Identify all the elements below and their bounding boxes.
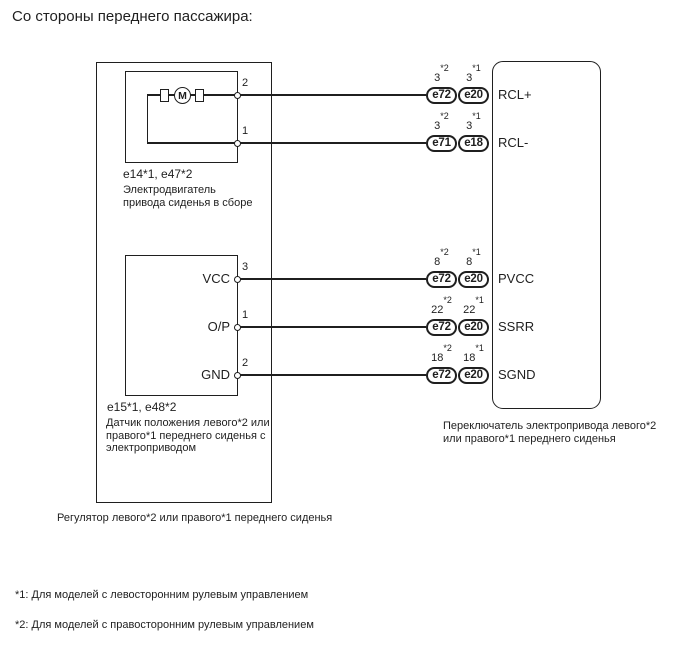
pin-number: 8 bbox=[434, 256, 441, 268]
model-note: *2 bbox=[443, 343, 452, 353]
pin-terminal bbox=[234, 324, 241, 331]
switch-box bbox=[492, 61, 601, 409]
motor-pin-number-top: 2 bbox=[242, 77, 249, 89]
pin-number: 22 bbox=[463, 304, 476, 316]
model-note: *2 bbox=[443, 295, 452, 305]
sensor-pin-number-gnd: 2 bbox=[242, 357, 249, 369]
pin-number: 3 bbox=[466, 72, 473, 84]
model-note: *2 bbox=[440, 63, 449, 73]
motor-unit-box bbox=[125, 71, 238, 163]
motor-brush-right-icon bbox=[195, 89, 204, 102]
connector-pin-callout bbox=[458, 110, 489, 133]
model-note: *1 bbox=[472, 111, 481, 121]
pin-number: 8 bbox=[466, 256, 473, 268]
pin-number: 3 bbox=[466, 120, 473, 132]
connector-pin-callout bbox=[458, 246, 489, 269]
sensor-pin-number-vcc: 3 bbox=[242, 261, 249, 273]
connector-pin-callout bbox=[426, 342, 457, 365]
model-note: *2 bbox=[440, 247, 449, 257]
pin-terminal bbox=[234, 92, 241, 99]
sensor-pin-number-op: 1 bbox=[242, 309, 249, 321]
pin-number: 3 bbox=[434, 120, 441, 132]
pin-terminal bbox=[234, 276, 241, 283]
pin-number: 18 bbox=[431, 352, 444, 364]
connector-oval: e20 bbox=[458, 319, 489, 336]
model-note: *1 bbox=[472, 63, 481, 73]
pin-terminal bbox=[234, 372, 241, 379]
signal-label-ssrr: SSRR bbox=[498, 319, 535, 334]
signal-label-sgnd: SGND bbox=[498, 367, 536, 382]
connector-pin-callout bbox=[426, 294, 457, 317]
connector-pin-callout bbox=[426, 62, 457, 85]
connector-pin-callout bbox=[426, 110, 457, 133]
pin-number: 3 bbox=[434, 72, 441, 84]
connector-oval: e72 bbox=[426, 319, 457, 336]
switch-caption-line1: Переключатель электропривода левого*2 bbox=[443, 420, 657, 432]
page-title: Со стороны переднего пассажира: bbox=[12, 8, 253, 25]
signal-label-rcl-minus: RCL- bbox=[498, 135, 529, 150]
connector-oval: e20 bbox=[458, 87, 489, 104]
motor-caption-line2: привода сиденья в сборе bbox=[123, 196, 253, 209]
connector-oval: e20 bbox=[458, 271, 489, 288]
connector-pin-callout bbox=[458, 62, 489, 85]
connector-oval: e71 bbox=[426, 135, 457, 152]
model-note: *1 bbox=[475, 343, 484, 353]
footnote-1: *1: Для моделей с левосторонним рулевым управлением bbox=[15, 589, 309, 601]
model-note: *2 bbox=[440, 111, 449, 121]
footnote-2: *2: Для моделей с правосторонним рулевым управлением bbox=[15, 619, 314, 631]
motor-caption-line1: Электродвигатель bbox=[123, 184, 216, 196]
sensor-caption-line2: правого*1 переднего сиденья с bbox=[106, 429, 266, 442]
connector-pin-callout bbox=[426, 246, 457, 269]
connector-oval: e72 bbox=[426, 271, 457, 288]
regulator-caption: Регулятор левого*2 или правого*1 переднего сиденья bbox=[57, 512, 333, 524]
connector-oval: e72 bbox=[426, 87, 457, 104]
model-note: *1 bbox=[472, 247, 481, 257]
motor-icon bbox=[174, 87, 191, 104]
pin-terminal bbox=[234, 140, 241, 147]
motor-pin-number-bottom: 1 bbox=[242, 125, 249, 137]
model-note: *1 bbox=[475, 295, 484, 305]
motor-brush-left-icon bbox=[160, 89, 169, 102]
sensor-pin-label-op: O/P bbox=[207, 319, 230, 334]
motor-symbol-letter: M bbox=[178, 89, 187, 102]
sensor-caption-line1: Датчик положения левого*2 или bbox=[106, 417, 270, 429]
sensor-caption-line3: электроприводом bbox=[106, 442, 197, 454]
sensor-pin-label-vcc: VCC bbox=[202, 271, 230, 286]
motor-connector-label: e14*1, e47*2 bbox=[123, 167, 193, 181]
signal-label-pvcc: PVCC bbox=[498, 271, 535, 286]
sensor-connector-label: e15*1, e48*2 bbox=[107, 400, 177, 414]
sensor-pin-label-gnd: GND bbox=[201, 367, 230, 382]
connector-oval: e18 bbox=[458, 135, 489, 152]
connector-oval: e72 bbox=[426, 367, 457, 384]
connector-pin-callout bbox=[458, 294, 489, 317]
signal-label-rcl-plus: RCL+ bbox=[498, 87, 532, 102]
connector-oval: e20 bbox=[458, 367, 489, 384]
switch-caption-line2: или правого*1 переднего сиденья bbox=[443, 432, 616, 445]
pin-number: 18 bbox=[463, 352, 476, 364]
pin-number: 22 bbox=[431, 304, 444, 316]
connector-pin-callout bbox=[458, 342, 489, 365]
